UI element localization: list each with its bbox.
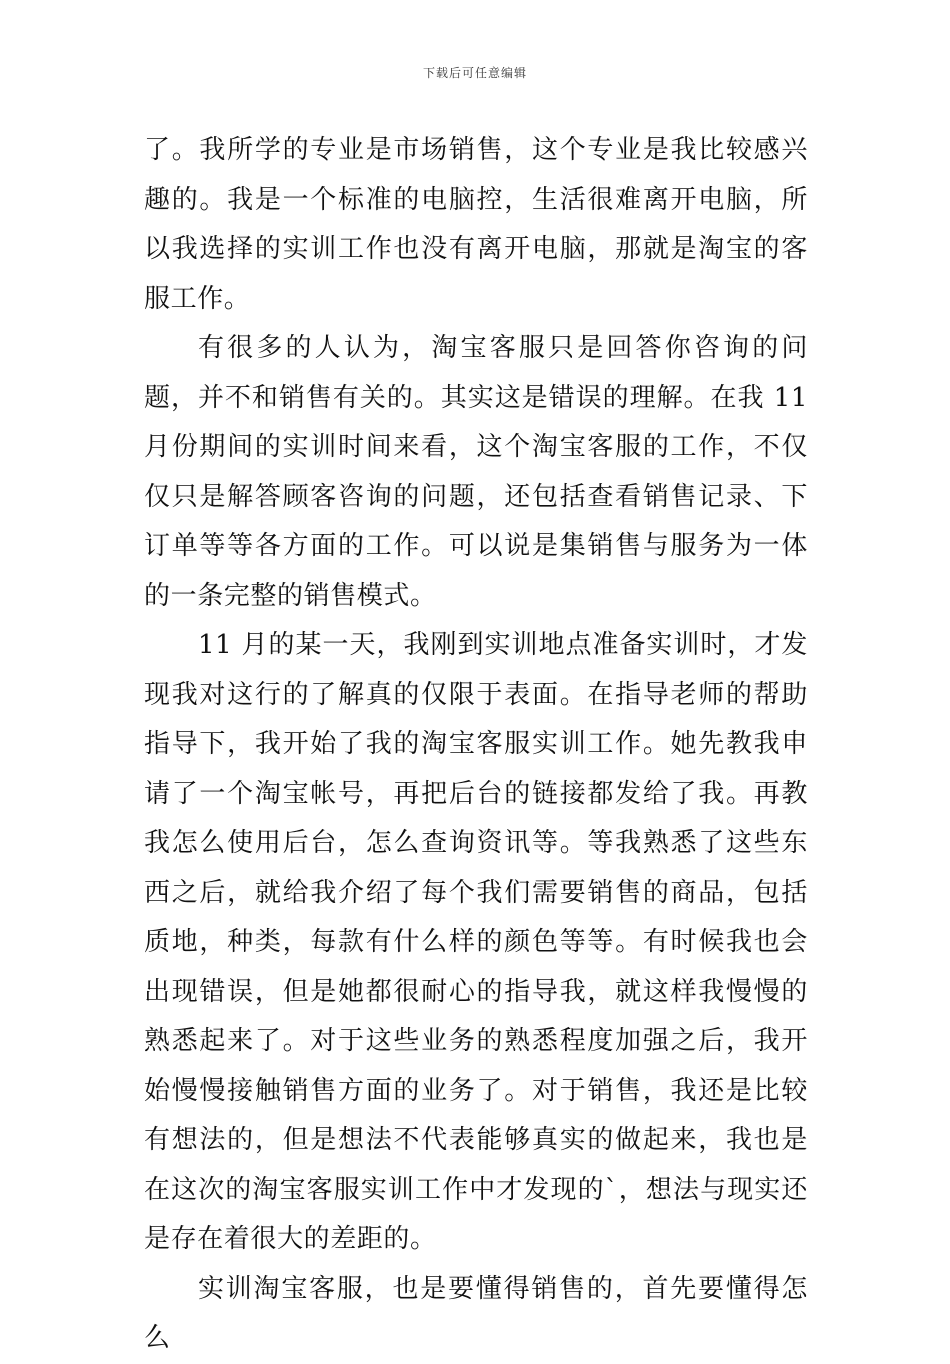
paragraph-2: 有很多的人认为，淘宝客服只是回答你咨询的问题，并不和销售有关的。其实这是错误的理解。在我 11 月份期间的实训时间来看，这个淘宝客服的工作，不仅仅只是解答顾客咨询的问题，还包括查看销售记录、下订单等等各方面的工作。可以说是集销售与服务为一体的一条完整的销售模式。 [144,333,808,611]
paragraph-4: 实训淘宝客服，也是要懂得销售的，首先要懂得怎么 [144,1273,808,1353]
paragraph-3: 11 月的某一天，我刚到实训地点准备实训时，才发现我对这行的了解真的仅限于表面。在指导老师的帮助指导下，我开始了我的淘宝客服实训工作。她先教我申请了一个淘宝帐号，再把后台的链接都发给了我。再教我怎么使用后台，怎么查询资讯等。等我熟悉了这些东西之后，就给我介绍了每个我们需要销售的商品，包括质地，种类，每款有什么样的颜色等等。有时候我也会出现错误，但是她都很耐心的指导我，就这样我慢慢的熟悉起来了。对于这些业务的熟悉程度加强之后，我开始慢慢接触销售方面的业务了。对于销售，我还是比较有想法的，但是想法不代表能够真实的做起来，我也是在这次的淘宝客服实训工作中才发现的`，想法与现实还是存在着很大的差距的。 [144,630,808,1254]
paragraph-1: 了。我所学的专业是市场销售，这个专业是我比较感兴趣的。我是一个标准的电脑控，生活很难离开电脑，所以我选择的实训工作也没有离开电脑，那就是淘宝的客服工作。 [144,135,808,314]
document-body [144,126,808,1364]
page-header-note: 下载后可任意编辑 [422,66,527,80]
